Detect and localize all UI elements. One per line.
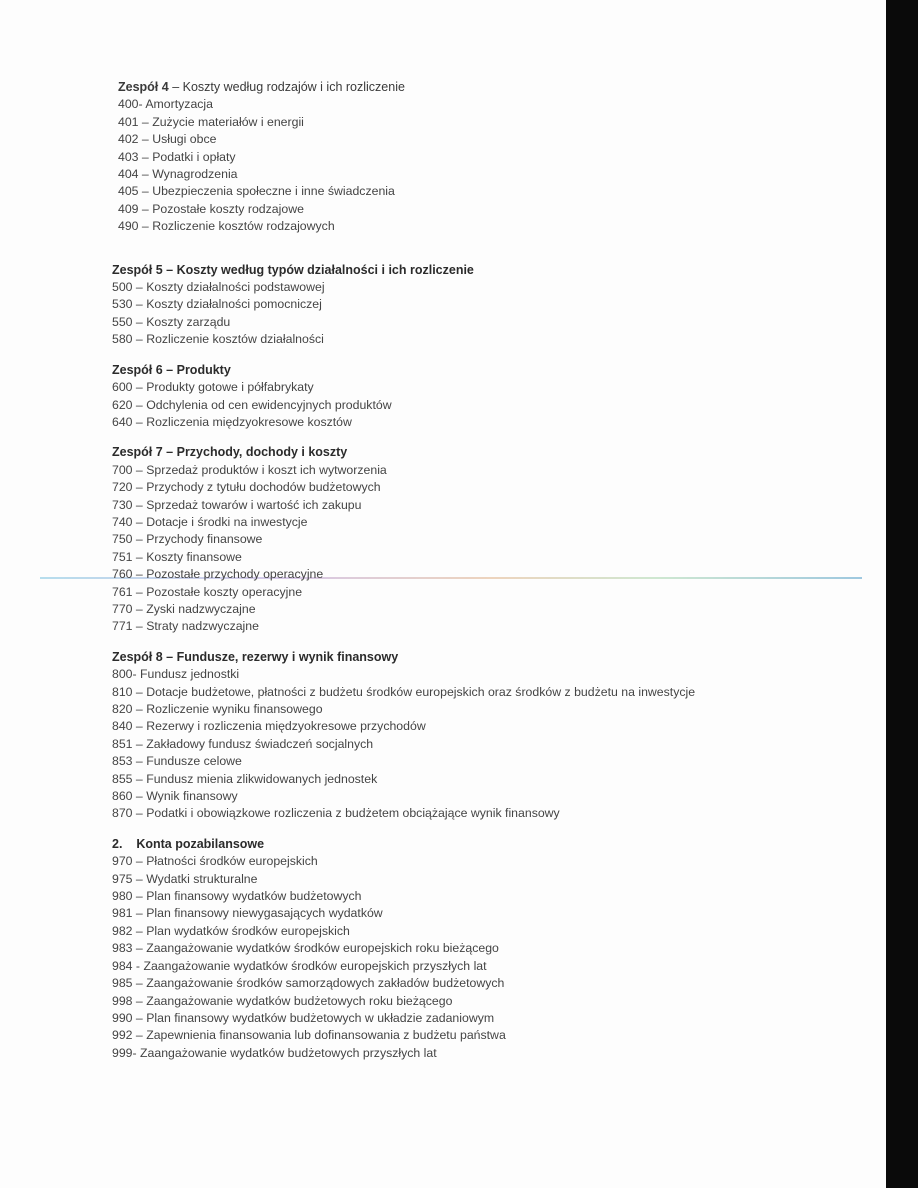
account-line: 530 – Koszty działalności pomocniczej [112, 297, 322, 312]
account-line: 720 – Przychody z tytułu dochodów budżetowych [112, 480, 381, 495]
account-line: 998 – Zaangażowanie wydatków budżetowych roku bieżącego [112, 993, 453, 1008]
account-line: 981 – Plan finansowy niewygasających wydatków [112, 906, 383, 921]
account-line: 992 – Zapewnienia finansowania lub dofinansowania z budżetu państwa [112, 1028, 506, 1043]
section-title [118, 79, 852, 96]
account-line: 402 – Usługi obce [118, 132, 217, 147]
account-line: 990 – Plan finansowy wydatków budżetowych w układzie zadaniowym [112, 1010, 495, 1025]
account-line: 851 – Zakładowy fundusz świadczeń socjalnych [112, 736, 374, 751]
account-line: 855 – Fundusz mienia zlikwidowanych jednostek [112, 771, 378, 786]
account-line: 982 – Plan wydatków środków europejskich [112, 923, 350, 938]
document-content [112, 79, 852, 1062]
account-line: 409 – Pozostałe koszty rodzajowe [118, 201, 304, 216]
account-line: 870 – Podatki i obowiązkowe rozliczenia z budżetem obciążające wynik finansowy [112, 806, 560, 821]
account-line: 984 - Zaangażowanie wydatków środków europejskich przyszłych lat [112, 958, 487, 973]
account-line: 403 – Podatki i opłaty [118, 149, 236, 164]
account-line: 853 – Fundusze celowe [112, 754, 242, 769]
account-line: 640 – Rozliczenia międzyokresowe kosztów [112, 414, 352, 429]
scan-edge [886, 0, 918, 1188]
account-line: 550 – Koszty zarządu [112, 314, 231, 329]
account-line: 860 – Wynik finansowy [112, 789, 238, 804]
section-zespol-4 [112, 79, 852, 236]
account-line: 730 – Sprzedaż towarów i wartość ich zakupu [112, 497, 362, 512]
section-zespol-7 [112, 444, 852, 635]
account-line: 401 – Zużycie materiałów i energii [118, 114, 304, 129]
account-line: 600 – Produkty gotowe i półfabrykaty [112, 380, 314, 395]
section-konta-pozabilansowe [112, 836, 852, 1062]
account-line: 983 – Zaangażowanie wydatków środków europejskich roku bieżącego [112, 941, 499, 956]
account-line: 500 – Koszty działalności podstawowej [112, 280, 325, 295]
account-line: 770 – Zyski nadzwyczajne [112, 601, 256, 616]
account-line: 985 – Zaangażowanie środków samorządowych zakładów budżetowych [112, 976, 505, 991]
section-title-bold: Zespół 4 [118, 80, 169, 94]
section-zespol-5 [112, 262, 852, 349]
account-line: 760 – Pozostałe przychody operacyjne [112, 567, 324, 582]
account-line: 840 – Rezerwy i rozliczenia międzyokresowe przychodów [112, 719, 426, 734]
account-line: 405 – Ubezpieczenia społeczne i inne świadczenia [118, 184, 395, 199]
section-title: 2. Konta pozabilansowe [112, 836, 265, 851]
account-line: 620 – Odchylenia od cen ewidencyjnych produktów [112, 397, 392, 412]
account-line: 751 – Koszty finansowe [112, 549, 242, 564]
account-line: 580 – Rozliczenie kosztów działalności [112, 332, 324, 347]
account-line: 404 – Wynagrodzenia [118, 167, 238, 182]
section-zespol-6 [112, 362, 852, 432]
section-title: Zespół 5 – Koszty według typów działalności i ich rozliczenie [112, 262, 474, 277]
account-line: 771 – Straty nadzwyczajne [112, 619, 259, 634]
section-zespol-8 [112, 649, 852, 823]
account-line: 800- Fundusz jednostki [112, 667, 240, 682]
account-line: 970 – Płatności środków europejskich [112, 854, 318, 869]
account-line: 750 – Przychody finansowe [112, 532, 263, 547]
account-line: 980 – Plan finansowy wydatków budżetowych [112, 889, 362, 904]
account-line: 975 – Wydatki strukturalne [112, 871, 258, 886]
account-line: 810 – Dotacje budżetowe, płatności z budżetu środków europejskich oraz środków z budżetu na inwestycje [112, 684, 696, 699]
account-line: 740 – Dotacje i środki na inwestycje [112, 514, 308, 529]
section-title: Zespół 6 – Produkty [112, 362, 231, 377]
account-line: 820 – Rozliczenie wyniku finansowego [112, 702, 323, 716]
account-line: 400- Amortyzacja [118, 97, 214, 112]
section-title: Zespół 8 – Fundusze, rezerwy i wynik finansowy [112, 649, 399, 664]
account-line: 999- Zaangażowanie wydatków budżetowych przyszłych lat [112, 1045, 437, 1060]
account-line: 490 – Rozliczenie kosztów rodzajowych [118, 219, 335, 234]
account-line: 700 – Sprzedaż produktów i koszt ich wytworzenia [112, 462, 387, 477]
account-line: 761 – Pozostałe koszty operacyjne [112, 584, 303, 599]
section-title-rest: – Koszty według rodzajów i ich rozliczenie [168, 80, 405, 94]
section-title: Zespół 7 – Przychody, dochody i koszty [112, 445, 348, 460]
